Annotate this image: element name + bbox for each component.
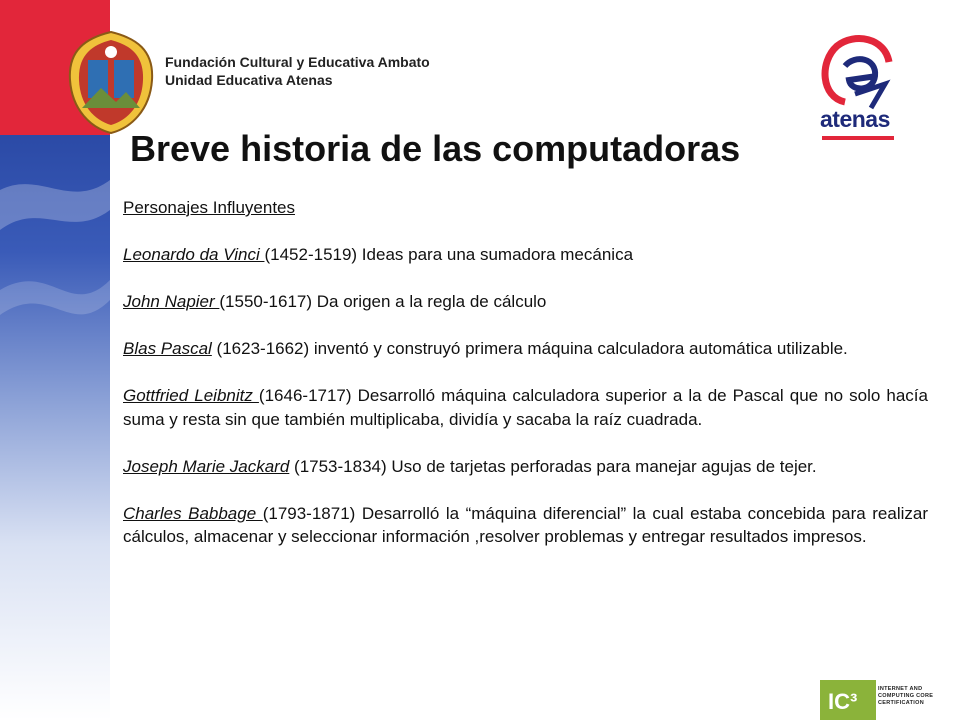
badge-line-3: CERTIFICATION — [878, 700, 924, 706]
person-name: Joseph Marie Jackard — [123, 456, 290, 476]
entry-paragraph — [123, 384, 928, 431]
badge-line-2: COMPUTING CORE — [878, 693, 934, 699]
person-name: John Napier — [123, 292, 220, 311]
entry-paragraph — [123, 243, 928, 267]
institution-line-2: Unidad Educativa Atenas — [165, 72, 333, 88]
content-body — [123, 196, 928, 572]
person-name: Gottfried Leibnitz — [123, 386, 259, 405]
person-description: (1753-1834) Uso de tarjetas perforadas para manejar agujas de tejer. — [289, 456, 817, 476]
section-heading: Personajes Influyentes — [123, 198, 295, 217]
entry-paragraph — [123, 337, 928, 361]
person-name: Charles Babbage — [123, 503, 263, 523]
person-description: (1452-1519) Ideas para una sumadora mecánica — [264, 245, 634, 264]
institution-line-1: Fundación Cultural y Educativa Ambato — [165, 54, 430, 70]
person-description: (1793-1871) Desarrolló la “máquina diferencial” la cual estaba concebida para realizar cálculos, almacenar y seleccionar información ,resolver problemas y entregar resultados impresos. — [123, 503, 929, 546]
badge-line-1: INTERNET AND — [878, 686, 923, 692]
atenas-logo-underline — [822, 136, 894, 140]
person-description: (1550-1617) Da origen a la regla de cálculo — [219, 292, 547, 311]
person-description: (1623-1662) inventó y construyó primera máquina calculadora automática utilizable. — [211, 339, 848, 358]
person-name: Leonardo da Vinci — [123, 245, 265, 264]
institution-name — [165, 53, 430, 89]
entry-paragraph — [123, 290, 928, 314]
entry-paragraph — [123, 502, 928, 549]
person-name: Blas Pascal — [123, 339, 212, 358]
entry-paragraph — [123, 455, 928, 479]
atenas-logo-text: atenas — [820, 106, 890, 132]
ic3-mark: IC³ — [828, 689, 858, 714]
person-description: (1646-1717) Desarrolló máquina calculadora superior a la de Pascal que no solo hacía suma y resta sin que también multiplicaba, dividía y sacaba la raíz cuadrada. — [123, 386, 928, 429]
band-swoosh — [0, 150, 110, 720]
page-title: Breve historia de las computadoras — [130, 128, 741, 169]
ic3-badge-text — [878, 686, 933, 707]
school-crest-logo — [66, 30, 156, 135]
